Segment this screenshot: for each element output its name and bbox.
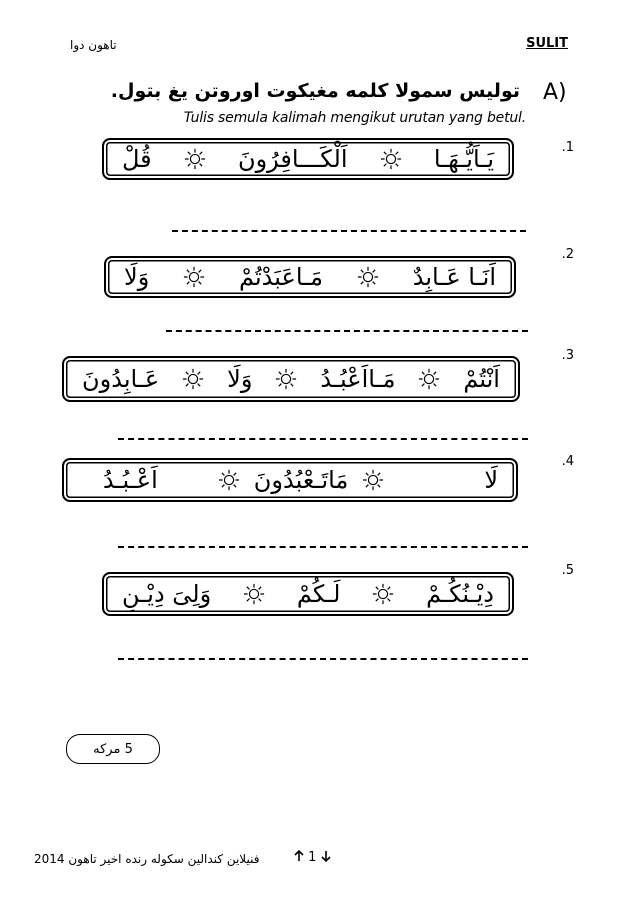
answer-line (172, 230, 526, 232)
word: مَاتَـعْبُدُونَ (253, 466, 349, 494)
word: مَـااَعْبُـدُ (320, 365, 396, 393)
word: اَعْـبُـدُ (102, 466, 158, 494)
sun-icon (218, 469, 240, 491)
word: لَـكُمْ (296, 580, 341, 608)
word: عَـابِدُونَ (82, 365, 160, 393)
item-number: .4 (561, 454, 574, 469)
sun-icon (243, 583, 265, 605)
answer-line (118, 546, 528, 548)
word-box-3 (62, 356, 520, 402)
sun-icon (362, 469, 384, 491)
sun-icon (275, 368, 297, 390)
word: مَـاعَبَدْتُمْ (239, 263, 324, 291)
question-title-rumi: Tulis semula kalimah mengikut urutan yang betul. (183, 110, 526, 126)
word: يَـاَيُّـهَـا (433, 145, 494, 173)
word: قُلْ (122, 145, 152, 173)
item-number: .2 (561, 247, 574, 262)
sun-icon (418, 368, 440, 390)
page-number: 1 (308, 850, 317, 865)
answer-line (118, 438, 528, 440)
answer-line (118, 658, 528, 660)
word: وَلِىَ دِيْـنِ (122, 580, 212, 608)
header-year-label: تاهون دوا (70, 38, 117, 52)
word: وَلَا (227, 365, 253, 393)
answer-line (166, 330, 528, 332)
word: اَلْكَـــافِرُونَ (237, 145, 348, 173)
header-sulit-label: SULIT (526, 36, 568, 51)
question-letter: A) (543, 80, 567, 105)
marks-badge: 5 مركه (66, 734, 160, 764)
sun-icon (380, 148, 402, 170)
sun-icon (182, 368, 204, 390)
word: دِيْـنُكُـمْ (426, 580, 494, 608)
word: وَلَا (124, 263, 150, 291)
word: لَا (484, 466, 498, 494)
item-number: .1 (561, 140, 574, 155)
word-box-4 (62, 458, 518, 502)
word: اَنْتُمْ (463, 365, 500, 393)
word-box-2 (104, 256, 516, 298)
item-number: .3 (561, 348, 574, 363)
up-arrow-icon (294, 850, 304, 862)
sun-icon (184, 148, 206, 170)
word-box-5 (102, 572, 514, 616)
footer-page (294, 850, 331, 865)
sun-icon (183, 266, 205, 288)
footer-title: فنيلاين كندالين سكوله رنده اخير تاهون 2014 (34, 852, 260, 866)
question-title-jawi: توليس سمولا كلمه مغيكوت اوروتن يغ بتول. (110, 80, 520, 102)
word: اَنَـا عَـابِدٌ (412, 263, 496, 291)
item-number: .5 (561, 563, 574, 578)
down-arrow-icon (321, 850, 331, 862)
sun-icon (372, 583, 394, 605)
word-box-1 (102, 138, 514, 180)
sun-icon (357, 266, 379, 288)
